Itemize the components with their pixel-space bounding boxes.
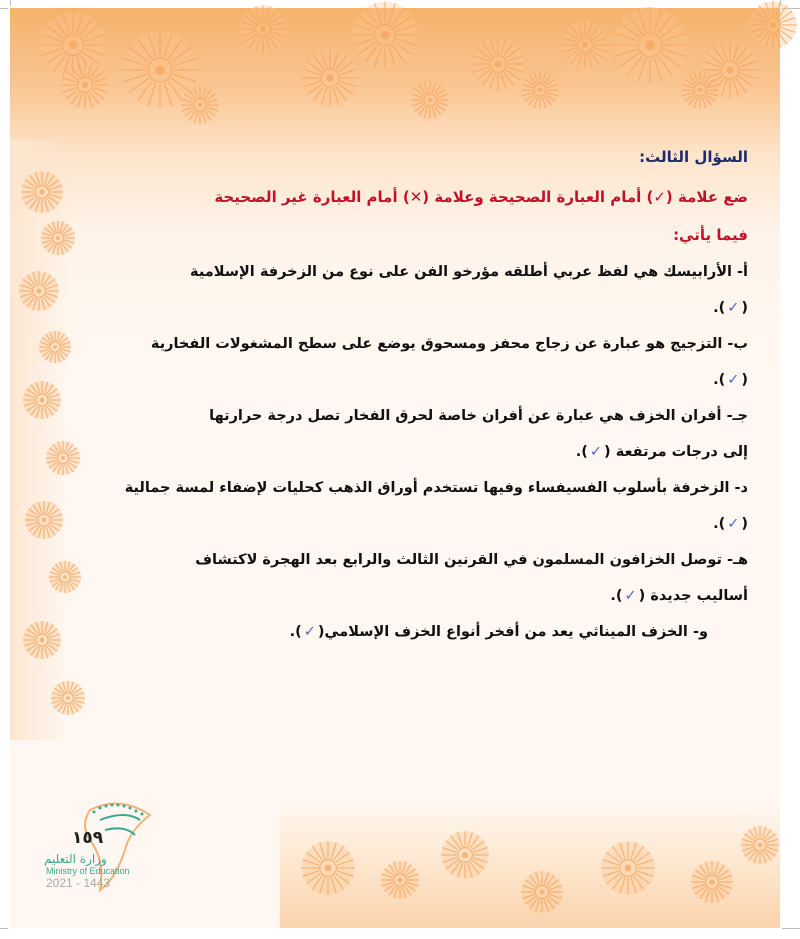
- flower-ornament: [740, 825, 780, 865]
- answer-mark[interactable]: [725, 362, 741, 398]
- ministry-name-en: Ministry of Education: [46, 866, 130, 876]
- item-text: و- الخزف الميناثي يعد من أفخر أنواع الخزف الإسلامي(: [317, 624, 708, 640]
- answer-mark[interactable]: [302, 614, 318, 650]
- crop-mark: [10, 0, 11, 6]
- flower-ornament: [380, 860, 420, 900]
- flower-ornament: [38, 330, 72, 364]
- instruction: [68, 178, 748, 254]
- paren-close: ).: [713, 372, 726, 388]
- flower-ornament: [560, 20, 610, 70]
- flower-ornament: [520, 70, 560, 110]
- item-text: أ- الأرابيسك هي لفظ عربي أطلقه مؤرخو الفن على نوع من الزخرفة الإسلامية: [190, 264, 748, 280]
- flower-ornament: [520, 870, 564, 914]
- item-text: جـ- أفران الخزف هي عبارة عن أفران خاصة لحرق الفخار تصل درجة حرارتها: [209, 408, 748, 424]
- item-text: هـ- توصل الخزافون المسلمون في القرنين الثالث والرابع بعد الهجرة لاكتشاف: [195, 552, 748, 568]
- crop-mark: [0, 8, 8, 9]
- item-answer: [68, 290, 748, 326]
- check-mark-icon: ✓: [727, 516, 740, 532]
- item-text: إلى درجات مرتفعة (: [604, 444, 748, 460]
- paren-open: (: [741, 516, 748, 532]
- check-mark-icon: ✓: [624, 588, 637, 604]
- page-number: ١٥٩: [72, 828, 104, 848]
- flower-ornament: [20, 170, 64, 214]
- paren-close: ).: [610, 588, 623, 604]
- question-item-b: [68, 326, 748, 398]
- item-answer: [68, 578, 748, 614]
- question-item-a: [68, 254, 748, 326]
- flower-ornament: [180, 85, 220, 125]
- item-text: د- الزخرفة بأسلوب الفسيفساء وفيها تستخدم أوراق الذهب كحليات لإضفاء لمسة جمالية: [124, 480, 748, 496]
- question-heading: السؤال الثالث:: [639, 148, 748, 166]
- instruction-line: ضع علامة (✓) أمام العبارة الصحيحة وعلامة (✕) أمام العبارة غير الصحيحة: [214, 188, 748, 206]
- instruction-line: فيما يأتي:: [673, 226, 748, 244]
- answer-mark[interactable]: [623, 578, 639, 614]
- item-text: ب- التزجيج هو عبارة عن زجاج محفز ومسحوق يوضع على سطح المشغولات الفخارية: [150, 336, 748, 352]
- check-mark-icon: ✓: [589, 444, 603, 460]
- flower-ornament: [60, 60, 110, 110]
- question-item-c: [68, 398, 748, 470]
- flower-ornament: [18, 270, 60, 312]
- item-answer: [68, 362, 748, 398]
- flower-ornament: [600, 840, 656, 896]
- flower-ornament: [50, 680, 86, 716]
- question-item-d: [68, 470, 748, 542]
- answer-mark[interactable]: [725, 506, 741, 542]
- flower-ornament: [440, 830, 490, 880]
- flower-ornament: [610, 5, 690, 85]
- edition-year: 2021 - 1443: [46, 876, 111, 890]
- flower-ornament: [300, 840, 356, 896]
- paren-open: (: [741, 372, 748, 388]
- paren-close: ).: [289, 624, 302, 640]
- flower-ornament: [22, 380, 62, 420]
- check-mark-icon: ✓: [727, 372, 740, 388]
- flower-ornament: [470, 36, 526, 92]
- ministry-name-ar: وزارة التعليم: [44, 852, 107, 866]
- paren-close: ).: [713, 516, 726, 532]
- flower-ornament: [690, 860, 734, 904]
- question-item-e: [68, 542, 748, 614]
- question-block: [68, 140, 748, 650]
- item-answer: [68, 614, 708, 650]
- check-mark-icon: ✓: [727, 300, 740, 316]
- paren-close: ).: [575, 444, 588, 460]
- flower-ornament: [238, 4, 288, 54]
- flower-ornament: [24, 500, 64, 540]
- answer-mark[interactable]: [725, 290, 741, 326]
- question-item-f: [68, 614, 748, 650]
- check-mark-icon: ✓: [303, 624, 316, 640]
- flower-ornament: [748, 0, 798, 50]
- item-text: أساليب جديدة (: [638, 588, 748, 604]
- flower-ornament: [680, 70, 720, 110]
- item-answer: [68, 506, 748, 542]
- flower-ornament: [350, 0, 420, 70]
- paren-close: ).: [713, 300, 726, 316]
- flower-ornament: [410, 80, 450, 120]
- item-answer: [68, 434, 748, 470]
- answer-mark[interactable]: [588, 434, 604, 470]
- paren-open: (: [741, 300, 748, 316]
- crop-mark: [782, 928, 800, 929]
- flower-ornament: [22, 620, 62, 660]
- crop-mark: [0, 928, 8, 929]
